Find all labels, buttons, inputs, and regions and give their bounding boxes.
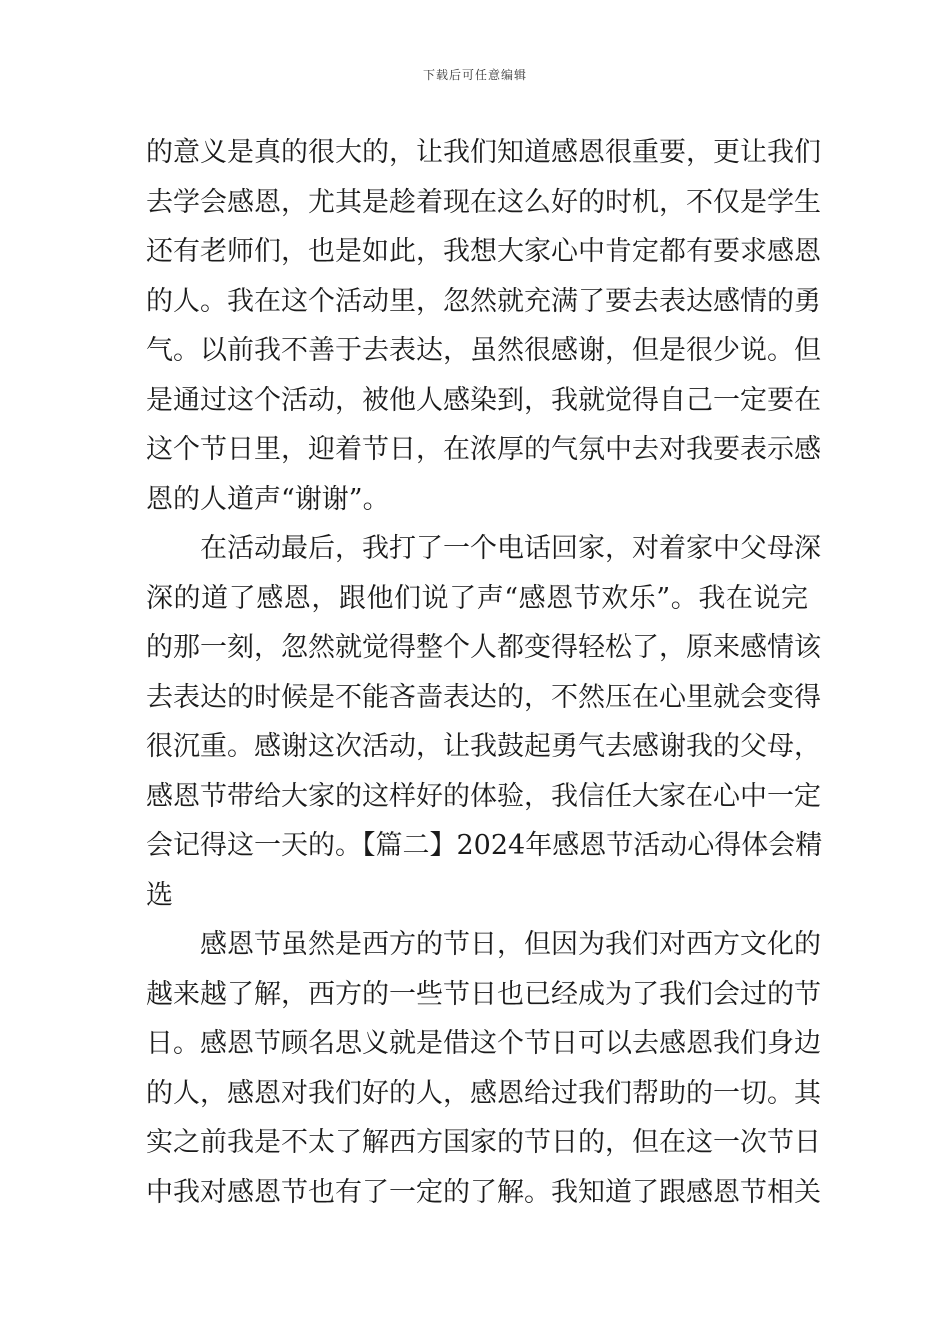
text-line: 中我对感恩节也有了一定的了解。我知道了跟感恩节相关 xyxy=(146,1176,821,1208)
text-line: 还有老师们，也是如此，我想大家心中肯定都有要求感恩 xyxy=(146,236,821,267)
paragraph-start-line: 感恩节虽然是西方的节日，但因为我们对西方文化的 xyxy=(200,929,821,960)
text-line: 日。感恩节顾名思义就是借这个节日可以去感恩我们身边 xyxy=(146,1028,821,1059)
text-line: 是通过这个活动，被他人感染到，我就觉得自己一定要在 xyxy=(146,384,821,416)
paragraph-start-line: 在活动最后，我打了一个电话回家，对着家中父母深 xyxy=(200,533,821,564)
text-line: 的意义是真的很大的，让我们知道感恩很重要，更让我们 xyxy=(146,137,821,168)
text-line: 的那一刻，忽然就觉得整个人都变得轻松了，原来感情该 xyxy=(146,632,821,663)
text-line: 去学会感恩，尤其是趁着现在这么好的时机，不仅是学生 xyxy=(146,186,821,218)
text-line: 气。以前我不善于去表达，虽然很感谢，但是很少说。但 xyxy=(146,335,821,366)
text-line: 去表达的时候是不能吝啬表达的，不然压在心里就会变得 xyxy=(146,681,821,713)
text-line: 这个节日里，迎着节日，在浓厚的气氛中去对我要表示感 xyxy=(146,434,821,465)
text-line: 的人。我在这个活动里，忽然就充满了要去表达感情的勇 xyxy=(146,285,821,317)
text-line: 越来越了解，西方的一些节日也已经成为了我们会过的节 xyxy=(146,978,821,1010)
text-line: 实之前我是不太了解西方国家的节日的，但在这一次节日 xyxy=(146,1127,821,1158)
text-line: 的人，感恩对我们好的人，感恩给过我们帮助的一切。其 xyxy=(146,1077,821,1109)
text-line: 很沉重。感谢这次活动，让我鼓起勇气去感谢我的父母， xyxy=(146,731,821,762)
header-note: 下载后可任意编辑 xyxy=(422,68,527,82)
text-line: 会记得这一天的。【篇二】2024年感恩节活动心得体会精 xyxy=(146,830,823,861)
text-line: 恩的人道声“谢谢”。 xyxy=(146,483,390,515)
text-line: 深的道了感恩，跟他们说了声“感恩节欢乐”。我在说完 xyxy=(146,582,808,614)
body-text xyxy=(146,128,823,1217)
text-line: 感恩节带给大家的这样好的体验，我信任大家在心中一定 xyxy=(146,780,821,812)
text-line: 选 xyxy=(146,879,173,911)
